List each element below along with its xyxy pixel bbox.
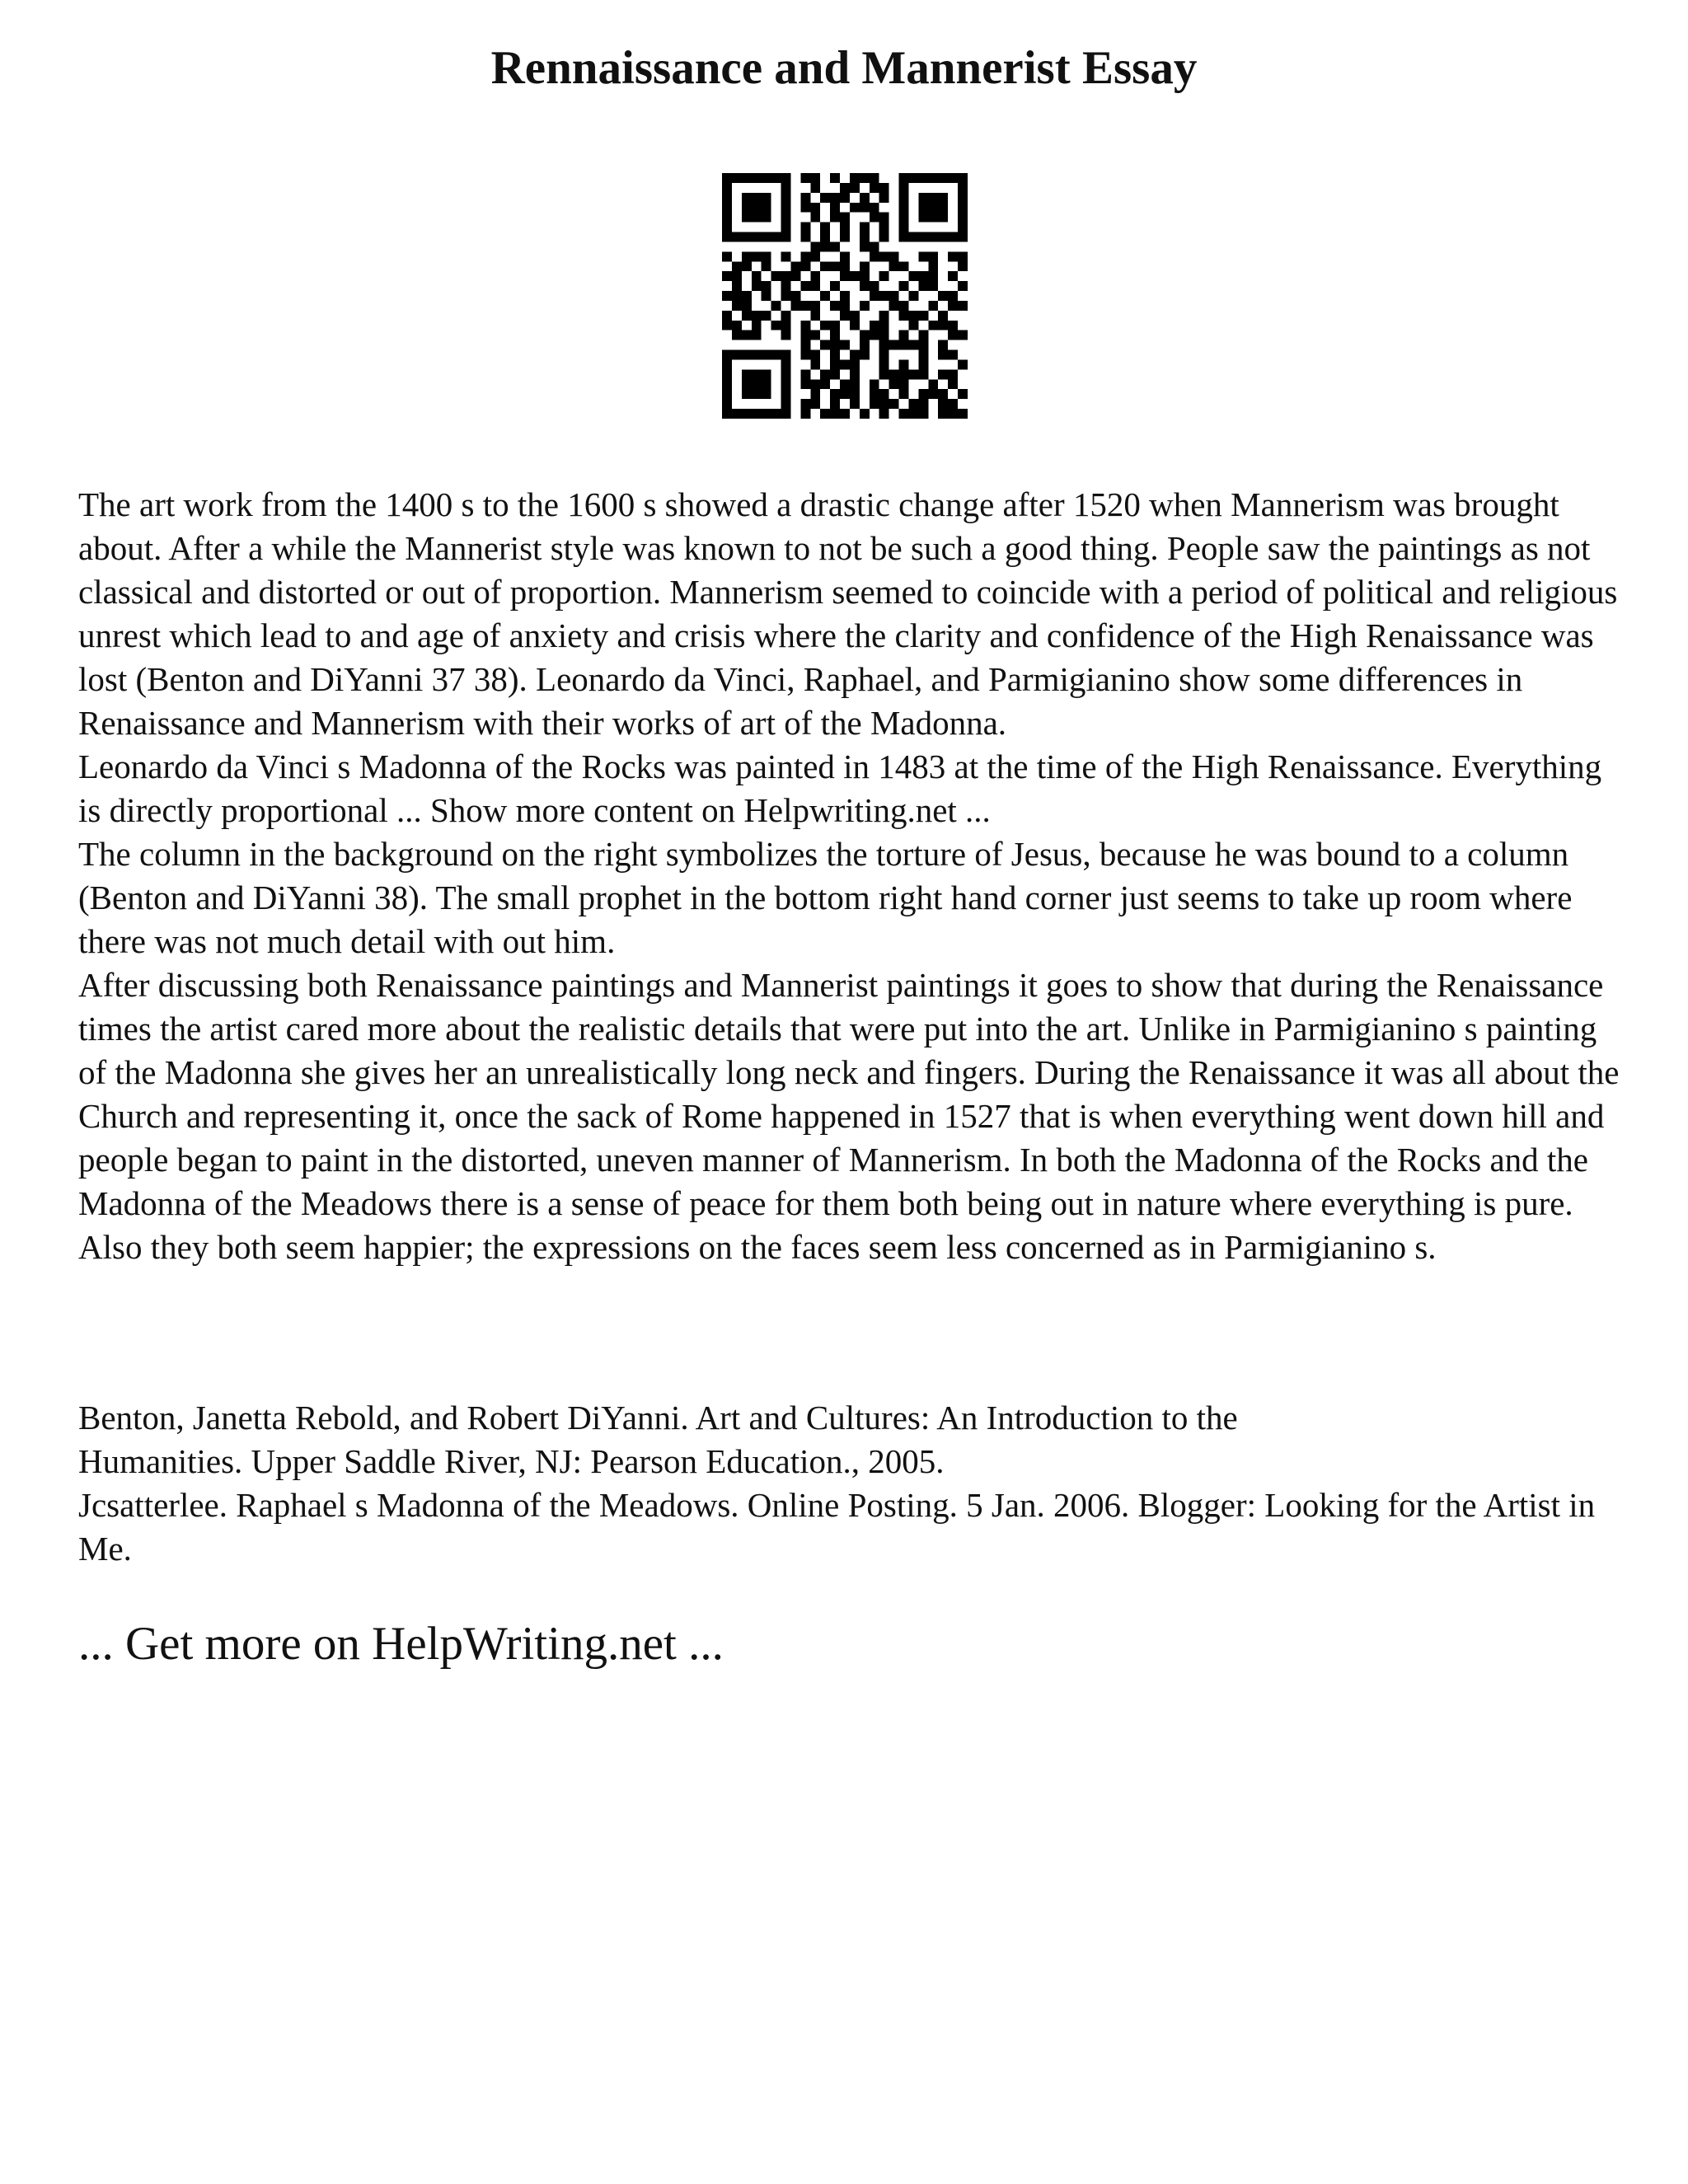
works-cited <box>78 1396 1628 1571</box>
essay-paragraph-3: The column in the background on the right symbolizes the torture of Jesus, because he was bound to a column (Benton and DiYanni 38). The small prophet in the bottom right hand corner just seems to take up room where there was not much detail with out him. <box>78 835 1573 960</box>
essay-paragraph-1: The art work from the 1400 s to the 1600 s showed a drastic change after 1520 when Mannerism was brought about. After a while the Mannerist style was known to not be such a good thing. People saw the paintings as not classical and distorted or out of proportion. Mannerism seemed to coincide with a period of political and religious unrest which lead to and age of anxiety and crisis where the clarity and confidence of the High Renaissance was lost (Benton and DiYanni 37 38). Leonardo da Vinci, Raphael, and Parmigianino show some differences in Renaissance and Mannerism with their works of art of the Madonna. <box>78 485 1618 742</box>
qr-code-icon <box>722 173 968 419</box>
reference-1-line-1: Benton, Janetta Rebold, and Robert DiYanni. Art and Cultures: An Introduction to the <box>78 1399 1238 1436</box>
page-title: Rennaissance and Mannerist Essay <box>490 42 1198 94</box>
reference-1 <box>78 1396 1628 1483</box>
essay-paragraph-2: Leonardo da Vinci s Madonna of the Rocks was painted in 1483 at the time of the High Renaissance. Everything is directly proportional ... Show more content on Helpwriting.net ... <box>78 748 1602 829</box>
reference-1-line-2: Humanities. Upper Saddle River, NJ: Pearson Education., 2005. <box>78 1442 945 1480</box>
reference-2: Jcsatterlee. Raphael s Madonna of the Meadows. Online Posting. 5 Jan. 2006. Blogger: Looking for the Artist in Me. <box>78 1486 1596 1568</box>
essay-body <box>78 483 1628 1269</box>
get-more-link[interactable]: ... Get more on HelpWriting.net ... <box>78 1618 724 1670</box>
essay-paragraph-4: After discussing both Renaissance paintings and Mannerist paintings it goes to show that during the Renaissance times the artist cared more about the realistic details that were put into the art. Unlike in Parmigianino s painting of the Madonna she gives her an unrealistically long neck and fingers. During the Renaissance it was all about the Church and representing it, once the sack of Rome happened in 1527 that is when everything went down hill and people began to paint in the distorted, uneven manner of Mannerism. In both the Madonna of the Rocks and the Madonna of the Meadows there is a sense of peace for them both being out in nature where everything is pure. Also they both seem happier; the expressions on the faces seem less concerned as in Parmigianino s. <box>78 966 1620 1266</box>
